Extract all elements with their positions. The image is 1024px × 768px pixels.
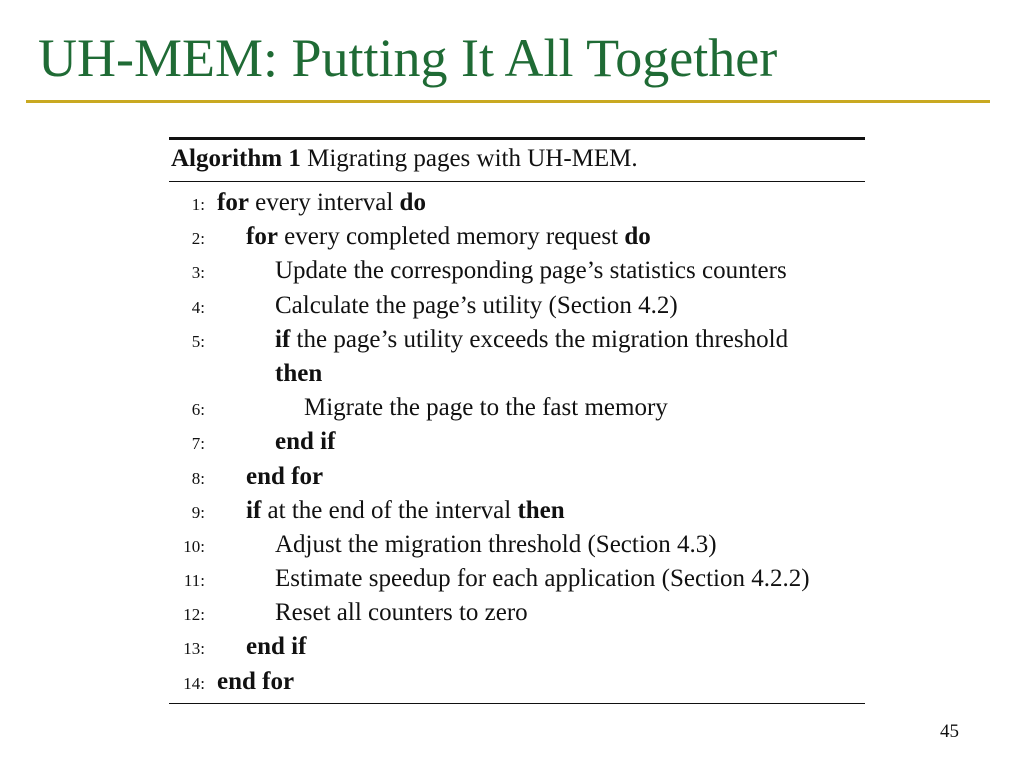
algorithm-bottom-rule [169, 703, 865, 704]
line-text: Calculate the page’s utility (Section 4.2) [275, 291, 678, 319]
algorithm-caption-text: Migrating pages with UH-MEM. [307, 145, 638, 172]
algorithm-body [169, 182, 865, 703]
line-text: Update the corresponding page’s statistics counters [275, 257, 787, 285]
line-code [275, 357, 322, 391]
line-text: every interval [248, 189, 400, 216]
line-number: 11: [183, 571, 205, 591]
line-number: 3: [191, 263, 205, 283]
line-number: 4: [191, 297, 205, 317]
keyword: end if [275, 428, 336, 456]
line-number: 8: [191, 468, 205, 488]
line-number: 14: [183, 673, 205, 693]
algorithm-line [169, 596, 865, 630]
keyword: for [217, 189, 249, 216]
line-number: 7: [191, 434, 205, 454]
algorithm-line [169, 665, 865, 699]
algorithm-box [169, 137, 865, 704]
line-text: at the end of the interval [261, 496, 518, 524]
line-code [275, 425, 335, 459]
line-text: every completed memory request [277, 223, 625, 251]
keyword: do [624, 223, 651, 251]
line-number: 1: [191, 195, 205, 214]
line-number: 6: [191, 400, 205, 420]
keyword: then [275, 359, 323, 387]
line-number: 2: [191, 229, 205, 249]
line-code [246, 220, 651, 254]
algorithm-line [169, 425, 865, 459]
line-code [246, 494, 565, 528]
keyword: end for [217, 667, 295, 695]
algorithm-line [169, 528, 865, 562]
line-number: 13: [183, 639, 205, 659]
line-code [275, 562, 810, 596]
keyword: if [275, 325, 291, 353]
line-code [275, 528, 717, 562]
line-code [246, 630, 306, 664]
algorithm-line [169, 562, 865, 596]
line-number: 12: [183, 605, 205, 625]
keyword: if [246, 496, 262, 524]
keyword: for [246, 223, 278, 251]
line-code [246, 460, 323, 494]
line-text: Estimate speedup for each application (Section 4.2.2) [275, 565, 810, 593]
algorithm-line [169, 494, 865, 528]
page-number: 45 [940, 721, 959, 742]
algorithm-line [169, 460, 865, 494]
line-text: Migrate the page to the fast memory [304, 394, 668, 422]
line-text: Adjust the migration threshold (Section 4.3) [275, 530, 717, 558]
slide-title: UH-MEM: Putting It All Together [38, 28, 778, 88]
algorithm-line [169, 357, 865, 391]
line-text: the page’s utility exceeds the migration threshold [290, 325, 789, 353]
algorithm-caption-label: Algorithm 1 [171, 145, 301, 172]
algorithm-caption [169, 140, 865, 178]
keyword: then [517, 496, 565, 524]
line-number: 10: [183, 536, 205, 556]
line-code [275, 323, 788, 357]
line-number: 9: [191, 502, 205, 522]
line-code [304, 391, 668, 425]
keyword: end if [246, 633, 307, 661]
line-code [275, 254, 787, 288]
algorithm-line [169, 220, 865, 254]
algorithm-line [169, 186, 865, 220]
line-code [217, 186, 426, 220]
keyword: do [399, 189, 426, 216]
line-text: Reset all counters to zero [275, 599, 528, 627]
algorithm-line [169, 323, 865, 357]
algorithm-line [169, 289, 865, 323]
algorithm-line [169, 630, 865, 664]
line-code [217, 665, 294, 699]
line-code [275, 596, 528, 630]
algorithm-line [169, 391, 865, 425]
algorithm-line [169, 254, 865, 288]
title-underline [26, 100, 990, 103]
keyword: end for [246, 462, 324, 490]
line-code [275, 289, 678, 323]
line-number: 5: [191, 331, 205, 351]
